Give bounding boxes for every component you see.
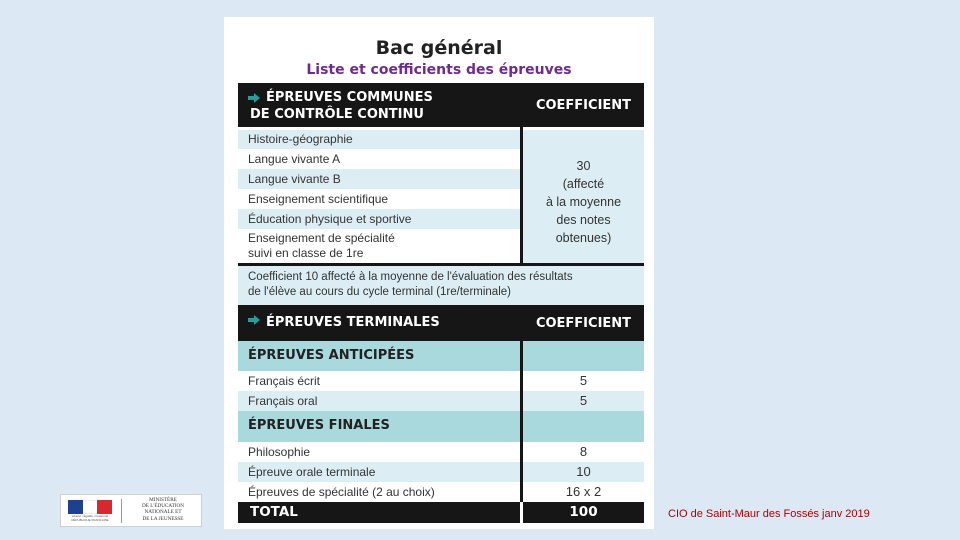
section-finales [238, 411, 644, 442]
column-divider [520, 502, 523, 523]
subject-row: Enseignement scientifique [238, 189, 520, 209]
subject-line: suivi en classe de 1re [248, 246, 364, 260]
marianne-flag [68, 500, 112, 522]
logo-separator [121, 499, 122, 523]
exam-row: Français oral [238, 391, 520, 411]
exam-row: Épreuve orale terminale [238, 462, 520, 482]
exam-coef: 5 [523, 391, 644, 411]
coef-line: 30 [576, 159, 591, 173]
flag-white [83, 500, 98, 514]
bac-document [224, 17, 654, 529]
header-line-1: ÉPREUVES COMMUNES [266, 90, 433, 105]
coefficient-text [523, 157, 644, 247]
note-line: Coefficient 10 affecté à la moyenne de l'évaluation des résultats [248, 271, 573, 283]
flag-red [97, 500, 112, 514]
footer-caption: CIO de Saint-Maur des Fossés janv 2019 [668, 508, 870, 520]
document-title: Bac général [375, 37, 503, 59]
coef-line: (affecté [562, 177, 605, 191]
coef-line: des notes [556, 213, 611, 227]
exam-row: Philosophie [238, 442, 520, 462]
exam-coef: 10 [523, 462, 644, 482]
header-terminales [238, 305, 644, 341]
cycle-terminal-note [238, 266, 644, 305]
arrow-right-icon [248, 314, 260, 326]
exam-row: Français écrit [238, 371, 520, 391]
coefficient-header: COEFFICIENT [535, 315, 632, 331]
total-row [238, 502, 644, 523]
coefficients-table [238, 83, 644, 529]
total-label: TOTAL [250, 504, 298, 520]
header-line-2: DE CONTRÔLE CONTINU [250, 107, 424, 122]
coefficient-header: COEFFICIENT [535, 97, 632, 113]
subject-row [238, 229, 520, 263]
note-line: de l'élève au cours du cycle terminal (1re/terminale) [248, 286, 511, 298]
section-anticipees [238, 341, 644, 371]
column-divider [520, 341, 523, 502]
header-controle-continu [238, 83, 644, 127]
coef-line: à la moyenne [545, 195, 622, 209]
subject-row: Éducation physique et sportive [238, 209, 520, 229]
exam-row: Épreuves de spécialité (2 au choix) [238, 482, 520, 502]
exam-coef: 5 [523, 371, 644, 391]
header-terminales-title: ÉPREUVES TERMINALES [266, 315, 440, 330]
arrow-right-icon [248, 92, 260, 104]
subject-line: Enseignement de spécialité [248, 231, 395, 245]
coef-line: obtenues) [555, 231, 612, 245]
flag-blue [68, 500, 83, 514]
subject-row: Langue vivante A [238, 149, 520, 169]
ministry-logo [60, 494, 202, 527]
document-subtitle: Liste et coefficients des épreuves [306, 62, 572, 78]
exam-coef: 8 [523, 442, 644, 462]
republic-text: Liberté • Égalité • Fraternité RÉPUBLIQUE FRANÇAISE [71, 514, 109, 522]
total-value: 100 [569, 504, 598, 520]
exam-coef: 16 x 2 [523, 482, 644, 502]
subject-row: Langue vivante B [238, 169, 520, 189]
section-title: ÉPREUVES FINALES [248, 418, 390, 433]
section-title: ÉPREUVES ANTICIPÉES [248, 348, 415, 363]
ministry-name: MINISTÈRE DE L'ÉDUCATION NATIONALE ET DE LA JEUNESSE [142, 497, 184, 522]
subject-row: Histoire-géographie [238, 130, 520, 149]
